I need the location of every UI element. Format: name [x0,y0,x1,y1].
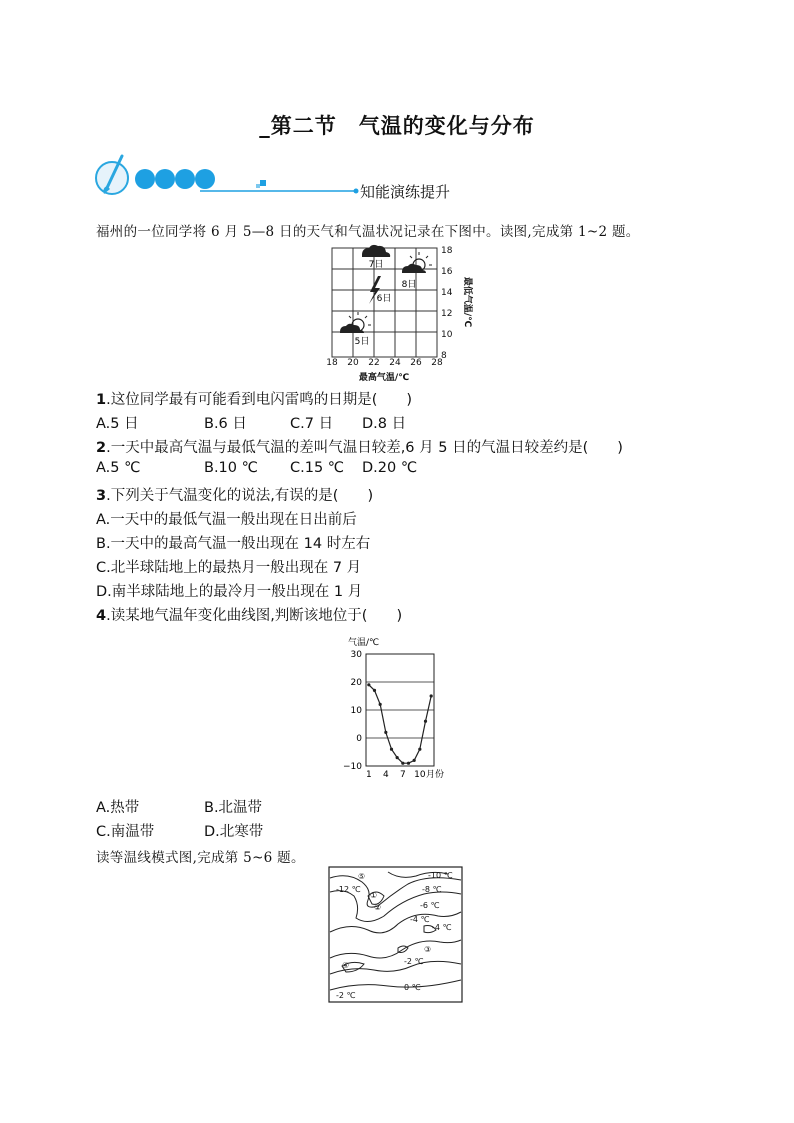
question-3-option-d[interactable]: D.南半球陆地上的最冷月一般出现在 1 月 [96,584,363,600]
option-c[interactable]: C.15 ℃ [290,460,345,476]
intro-text-1: 福州的一位同学将 6 月 5—8 日的天气和气温状况记录在下图中。读图,完成第 1~2 题。 [96,224,640,240]
question-3-option-a[interactable]: A.一天中的最低气温一般出现在日出前后 [96,512,357,528]
data-point [390,748,393,751]
x-tick-label: 7 [399,770,406,780]
isotherm-label: -2 ℃ [404,957,424,966]
banner-dot [155,169,175,189]
option-d[interactable]: D.北寒带 [204,824,264,840]
option-a[interactable]: A.热带 [96,800,140,816]
data-point [401,762,404,765]
data-point [367,683,370,686]
isotherm-label: -4 ℃ [432,923,452,932]
option-d[interactable]: D.20 ℃ [362,460,418,476]
banner-bullet [354,189,359,194]
cloud-icon [362,245,390,257]
option-b[interactable]: B.10 ℃ [204,460,258,476]
x-tick-label: 10 [414,770,426,780]
banner-dot [175,169,195,189]
question-1-options [96,412,696,432]
banner-dot [135,169,155,189]
region-marker: ⑤ [358,872,366,881]
x-tick: 22 [368,358,380,368]
question-stem: .读某地气温年变化曲线图,判断该地位于( ) [106,608,403,624]
day-label-8: 8日 [401,280,417,290]
day-label-7: 7日 [368,260,384,270]
partly-cloudy-icon [402,252,432,273]
chart-x-label: 月份 [426,770,445,780]
day-label-5: 5日 [354,337,370,347]
isotherm-label: -10 ℃ [428,871,453,880]
y-tick-label: 20 [350,678,362,688]
series-line [369,685,431,763]
x-tick: 24 [389,358,401,368]
isotherm-label: -6 ℃ [420,901,440,910]
data-point [424,720,427,723]
option-a[interactable]: A.5 日 [96,416,139,432]
question-number: 3 [96,488,107,504]
brush-icon [96,156,128,194]
partly-cloudy-icon [340,312,371,333]
option-c[interactable]: C.南温带 [96,824,155,840]
question-number: 2 [96,440,107,456]
data-point [407,762,410,765]
region-marker: ② [374,903,382,912]
y-tick-label: 30 [350,650,362,660]
region-marker: ③ [424,945,432,954]
isotherm-label: -8 ℃ [422,885,442,894]
question-1 [96,388,412,409]
banner-square [256,184,260,188]
option-a[interactable]: A.5 ℃ [96,460,141,476]
question-4-options-row1 [96,796,696,816]
question-3-option-b[interactable]: B.一天中的最高气温一般出现在 14 时左右 [96,536,371,552]
banner-square [260,180,266,186]
intro-text-2: 读等温线模式图,完成第 5~6 题。 [96,850,305,866]
option-c[interactable]: C.7 日 [290,416,334,432]
data-point [430,694,433,697]
question-3 [96,484,373,505]
x-tick: 26 [410,358,422,368]
y-tick: 10 [441,330,453,340]
x-tick: 28 [431,358,443,368]
y-axis-label: 最低气温/℃ [462,276,472,328]
y-tick: 14 [441,288,453,298]
data-point [396,756,399,759]
region-marker: ④ [342,961,350,970]
question-number: 1 [96,392,107,408]
chart-y-label: 气温/℃ [348,638,380,648]
question-4-options-row2 [96,820,696,840]
option-b[interactable]: B.6 日 [204,416,247,432]
isotherm-map-figure [328,866,464,1004]
question-number: 4 [96,608,107,624]
isotherm-label: 0 ℃ [404,983,421,992]
temperature-line-chart [330,630,470,780]
banner-dot [195,169,215,189]
x-tick-label: 1 [365,770,372,780]
y-tick-label: 0 [356,734,362,744]
question-3-option-c[interactable]: C.北半球陆地上的最热月一般出现在 7 月 [96,560,362,576]
x-tick-label: 4 [382,770,389,780]
question-stem: .这位同学最有可能看到电闪雷鸣的日期是( ) [106,392,413,408]
section-label: 知能演练提升 [360,183,451,201]
y-tick: 18 [441,246,453,256]
option-d[interactable]: D.8 日 [362,416,407,432]
day-label-6: 6日 [376,294,392,304]
data-point [418,748,421,751]
x-tick: 20 [347,358,359,368]
y-tick: 16 [441,267,453,277]
question-2 [96,436,623,457]
y-tick: 8 [441,351,447,361]
question-2-options [96,460,696,480]
y-tick-label: 10 [350,706,362,716]
page-title: _第二节 气温的变化与分布 [259,114,535,138]
weather-grid-figure [320,240,485,386]
y-tick: 12 [441,309,453,319]
isotherm-label: -4 ℃ [410,915,430,924]
data-point [379,703,382,706]
data-point [413,759,416,762]
isotherm-label: -2 ℃ [336,991,356,1000]
data-point [384,731,387,734]
isotherm-label: -12 ℃ [336,885,361,894]
y-tick-label: −10 [343,762,362,772]
question-stem: .一天中最高气温与最低气温的差叫气温日较差,6 月 5 日的气温日较差约是( ) [106,440,623,456]
region-marker: ① [370,891,378,900]
x-tick: 18 [326,358,338,368]
question-4 [96,604,402,625]
option-b[interactable]: B.北温带 [204,800,263,816]
question-stem: .下列关于气温变化的说法,有误的是( ) [106,488,374,504]
data-point [373,689,376,692]
x-axis-label: 最高气温/℃ [358,373,410,383]
